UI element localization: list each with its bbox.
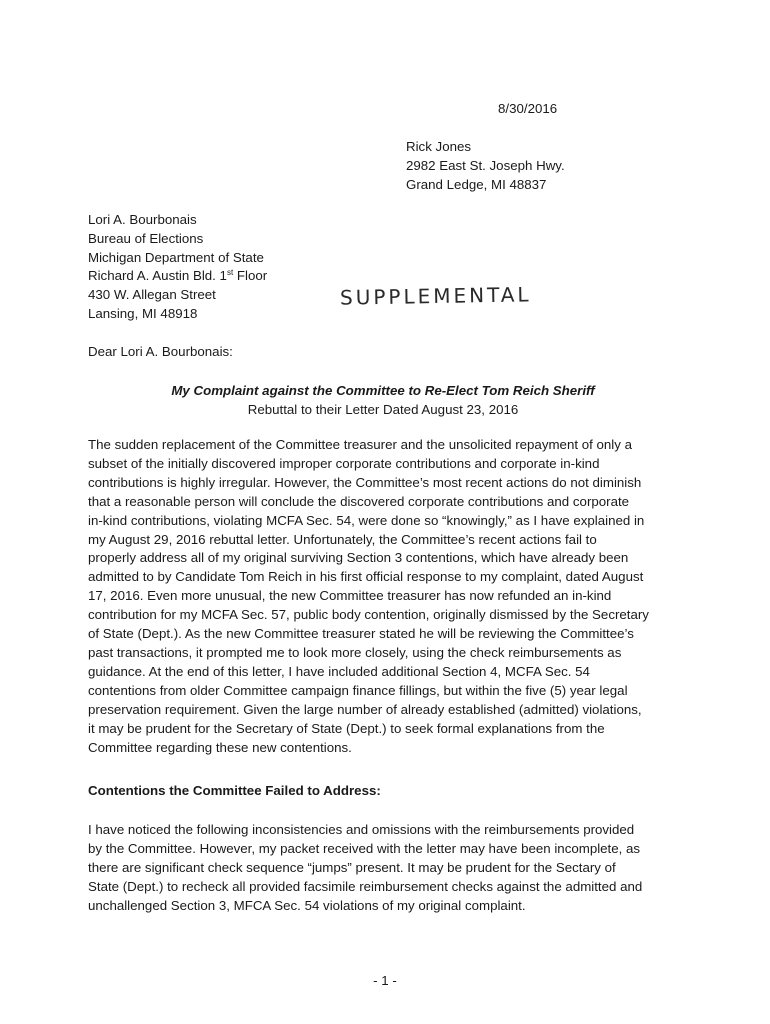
paragraph-line: unchallenged Section 3, MFCA Sec. 54 violations of my original complaint. <box>88 897 526 913</box>
sender-city: Grand Ledge, MI 48837 <box>406 177 547 192</box>
paragraph-line: of State (Dept.). As the new Committee treasurer stated he will be reviewing the Committee’s <box>88 626 634 642</box>
paragraph-line: Committee regarding these new contentions. <box>88 739 352 755</box>
salutation: Dear Lori A. Bourbonais: <box>88 344 233 359</box>
paragraph-line: subset of the initially discovered improper corporate contributions and corporate in-kind <box>88 455 600 471</box>
paragraph-line: it may be prudent for the Secretary of State (Dept.) to seek formal explanations from the <box>88 720 605 736</box>
paragraph-line: contribution for my MCFA Sec. 57, public body contention, originally dismissed by the Secretary <box>88 607 649 623</box>
sender-name: Rick Jones <box>406 139 472 154</box>
paragraph-line: properly address all of my original surviving Section 3 contentions, which have already been <box>88 550 629 566</box>
section-heading: Contentions the Committee Failed to Address: <box>88 783 381 798</box>
paragraph-line: admitted to by Candidate Tom Reich in his first official response to my complaint, dated August <box>88 569 644 585</box>
subject-block <box>88 381 678 419</box>
recipient-dept: Michigan Department of State <box>88 249 264 265</box>
paragraph-line: contentions from older Committee campaign finance fillings, but within the five (5) year legal <box>88 682 628 698</box>
paragraph-line: State (Dept.) to recheck all provided facsimile reimbursement checks against the admitted and <box>88 878 643 894</box>
recipient-building-text: Richard A. Austin Bld. 1 <box>88 268 227 284</box>
recipient-city: Lansing, MI 48918 <box>88 305 198 321</box>
paragraph-line: that a reasonable person will conclude the discovered corporate contributions and corporate <box>88 493 630 509</box>
body-paragraph-2 <box>88 821 684 916</box>
recipient-building-floor: Floor <box>233 268 268 284</box>
paragraph-line: there are significant check sequence “jumps” present. It may be prudent for the Sectary of <box>88 859 616 875</box>
sender-street: 2982 East St. Joseph Hwy. <box>406 158 565 173</box>
paragraph-line: contributions is highly irregular. However, the Committee’s most recent actions do not diminish <box>88 474 642 490</box>
paragraph-line: guidance. At the end of this letter, I have included additional Section 4, MCFA Sec. 54 <box>88 663 590 679</box>
body-paragraph-1 <box>88 436 684 757</box>
paragraph-line: I have noticed the following inconsistencies and omissions with the reimbursements provided <box>88 822 635 837</box>
paragraph-line: by the Committee. However, my packet received with the letter may have been incomplete, as <box>88 840 641 856</box>
paragraph-line: past transactions, it prompted me to look more closely, using the check reimbursements as <box>88 644 622 660</box>
paragraph-line: 17, 2016. Even more unusual, the new Committee treasurer has now refunded an in-kind <box>88 588 612 604</box>
paragraph-line: my August 29, 2016 rebuttal letter. Unfortunately, the Committee’s recent actions fail to <box>88 531 597 547</box>
handwritten-supplemental-note: SUPPLEMENTAL <box>339 282 532 310</box>
recipient-building <box>88 267 267 286</box>
page-number: - 1 - <box>373 973 397 988</box>
sender-address <box>406 137 565 194</box>
paragraph-line: The sudden replacement of the Committee treasurer and the unsolicited repayment of only a <box>88 437 632 452</box>
recipient-name: Lori A. Bourbonais <box>88 212 197 227</box>
subject-title: My Complaint against the Committee to Re-Elect Tom Reich Sheriff <box>171 383 595 398</box>
paragraph-line: in-kind contributions, violating MCFA Sec. 54, were done so “knowingly,” as I have explained in <box>88 512 645 528</box>
recipient-org: Bureau of Elections <box>88 230 204 246</box>
recipient-street: 430 W. Allegan Street <box>88 287 216 303</box>
recipient-building-sup: st <box>226 268 234 278</box>
letter-date: 8/30/2016 <box>498 101 558 116</box>
recipient-address <box>88 211 267 324</box>
paragraph-line: preservation requirement. Given the large number of already established (admitted) violations, <box>88 701 642 717</box>
subject-subtitle: Rebuttal to their Letter Dated August 23, 2016 <box>247 402 519 417</box>
